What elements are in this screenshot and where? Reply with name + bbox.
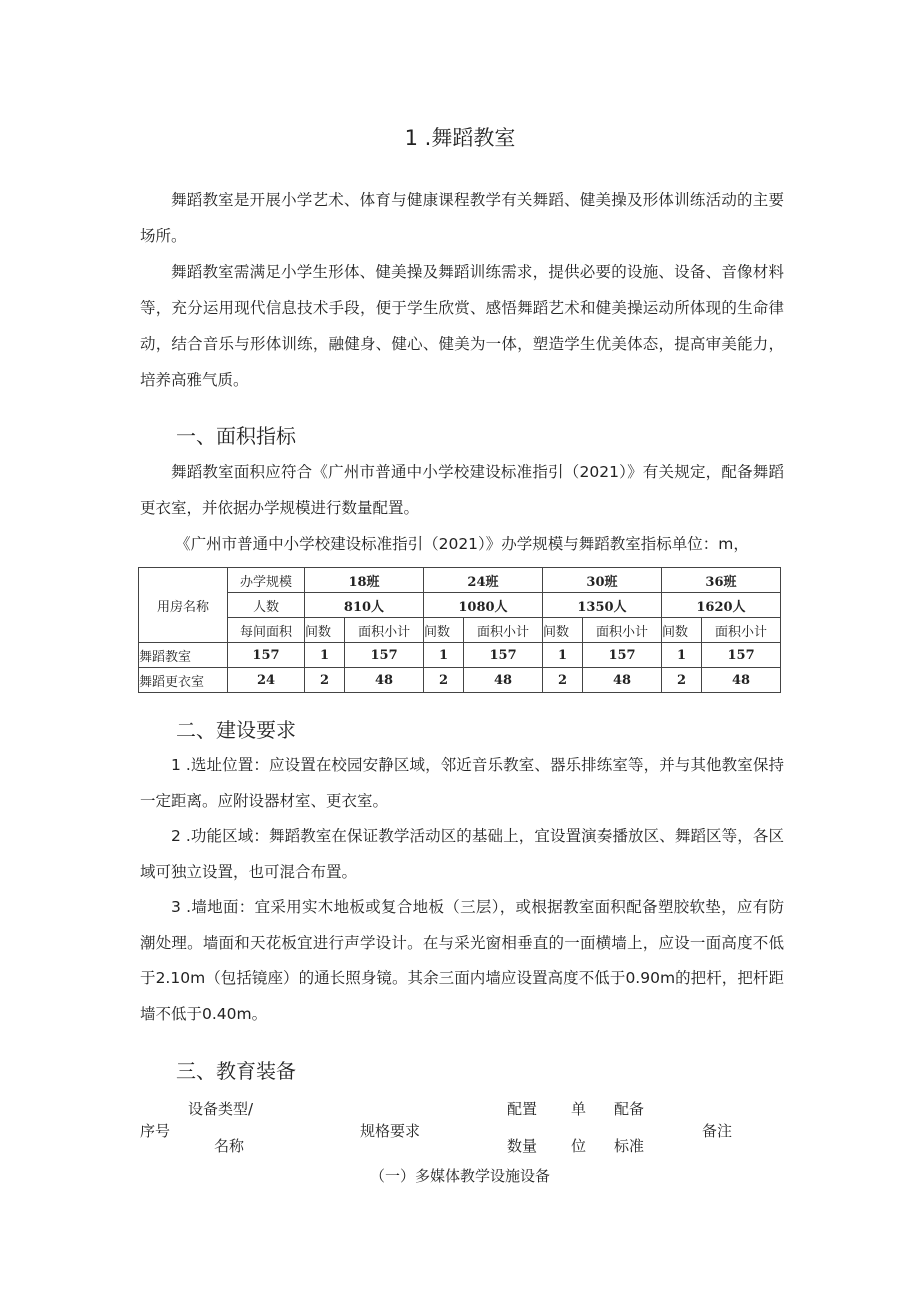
header-cell: 面积小计 (345, 618, 424, 643)
header-cell: 1620人 (661, 593, 780, 618)
section-heading: 二、建设要求 (176, 718, 296, 742)
table-caption: 《广州市普通中小学校建设标准指引（2021）》办学规模与舞蹈教室指标单位：m， (175, 535, 749, 553)
intro (140, 182, 784, 398)
column-header: 数量 (507, 1137, 538, 1155)
table-row (139, 643, 781, 668)
cell: 157 (464, 643, 543, 668)
cell: 48 (583, 668, 662, 693)
cell: 舞蹈教室 (139, 643, 228, 668)
header-cell: 办学规模 (228, 568, 305, 593)
cell: 157 (702, 643, 781, 668)
column-header: 配备 (614, 1100, 645, 1118)
cell: 1 (661, 643, 701, 668)
header-cell: 18班 (305, 568, 424, 593)
header-cell: 人数 (228, 593, 305, 618)
header-cell: 36班 (661, 568, 780, 593)
cell: 1 (542, 643, 582, 668)
table-row (139, 668, 781, 693)
cell: 舞蹈更衣室 (139, 668, 228, 693)
cell: 157 (583, 643, 662, 668)
column-header: 名称 (214, 1137, 245, 1155)
header-cell: 用房名称 (139, 568, 228, 643)
column-header: 位 (571, 1137, 587, 1155)
header-cell: 1080人 (423, 593, 542, 618)
section-heading: 一、面积指标 (176, 424, 296, 448)
cell: 48 (702, 668, 781, 693)
header-cell: 面积小计 (702, 618, 781, 643)
paragraph: 舞蹈教室是开展小学艺术、体育与健康课程教学有关舞蹈、健美操及形体训练活动的主要场所。 (140, 191, 784, 245)
header-cell: 30班 (542, 568, 661, 593)
paragraph: 舞蹈教室面积应符合《广州市普通中小学校建设标准指引（2021）》有关规定，配备舞蹈更衣室，并依据办学规模进行数量配置。 (140, 463, 784, 517)
cell: 2 (661, 668, 701, 693)
header-cell: 1350人 (542, 593, 661, 618)
column-header: 配置 (507, 1100, 538, 1118)
header-cell: 24班 (423, 568, 542, 593)
area-table (138, 567, 781, 693)
header-cell: 间数 (423, 618, 463, 643)
requirements (140, 748, 784, 1032)
cell: 24 (228, 668, 305, 693)
header-cell: 间数 (305, 618, 345, 643)
column-header: 序号 (140, 1122, 171, 1140)
cell: 48 (345, 668, 424, 693)
cell: 157 (345, 643, 424, 668)
cell: 157 (228, 643, 305, 668)
header-cell: 面积小计 (464, 618, 543, 643)
column-header: 规格要求 (360, 1122, 421, 1140)
cell: 1 (305, 643, 345, 668)
column-header: 设备类型/ (188, 1100, 254, 1118)
section-heading: 三、教育装备 (176, 1059, 296, 1083)
cell: 2 (423, 668, 463, 693)
column-header: 单 (571, 1100, 587, 1118)
header-cell: 每间面积 (228, 618, 305, 643)
area-paragraph (140, 454, 784, 526)
header-cell: 面积小计 (583, 618, 662, 643)
header-cell: 间数 (661, 618, 701, 643)
column-header: 备注 (702, 1122, 733, 1140)
page-title: 1 .舞蹈教室 (404, 126, 516, 150)
group-heading: （一）多媒体教学设施设备 (369, 1167, 550, 1185)
header-cell: 间数 (542, 618, 582, 643)
cell: 1 (423, 643, 463, 668)
list-item: 1 .选址位置：应设置在校园安静区域，邻近音乐教室、器乐排练室等，并与其他教室保持一定距离。应附设器材室、更衣室。 (140, 756, 784, 810)
cell: 2 (542, 668, 582, 693)
paragraph: 舞蹈教室需满足小学生形体、健美操及舞蹈训练需求，提供必要的设施、设备、音像材料等，充分运用现代信息技术手段，便于学生欣赏、感悟舞蹈艺术和健美操运动所体现的生命律动，结合音乐与形体训练，融健身、健心、健美为一体，塑造学生优美体态，提高审美能力，培养高雅气质。 (140, 263, 784, 389)
column-header: 标准 (614, 1137, 645, 1155)
cell: 2 (305, 668, 345, 693)
list-item: 2 .功能区域：舞蹈教室在保证教学活动区的基础上，宜设置演奏播放区、舞蹈区等，各区域可独立设置，也可混合布置。 (140, 827, 784, 881)
list-item: 3 .墙地面：宜采用实木地板或复合地板（三层），或根据教室面积配备塑胶软垫，应有防潮处理。墙面和天花板宜进行声学设计。在与采光窗相垂直的一面横墙上，应设一面高度不低于2.10m（包括镜座）的通长照身镜。其余三面内墙应设置高度不低于0.90m的把杆，把杆距墙不低于0.40m。 (140, 898, 784, 1023)
cell: 48 (464, 668, 543, 693)
header-cell: 810人 (305, 593, 424, 618)
